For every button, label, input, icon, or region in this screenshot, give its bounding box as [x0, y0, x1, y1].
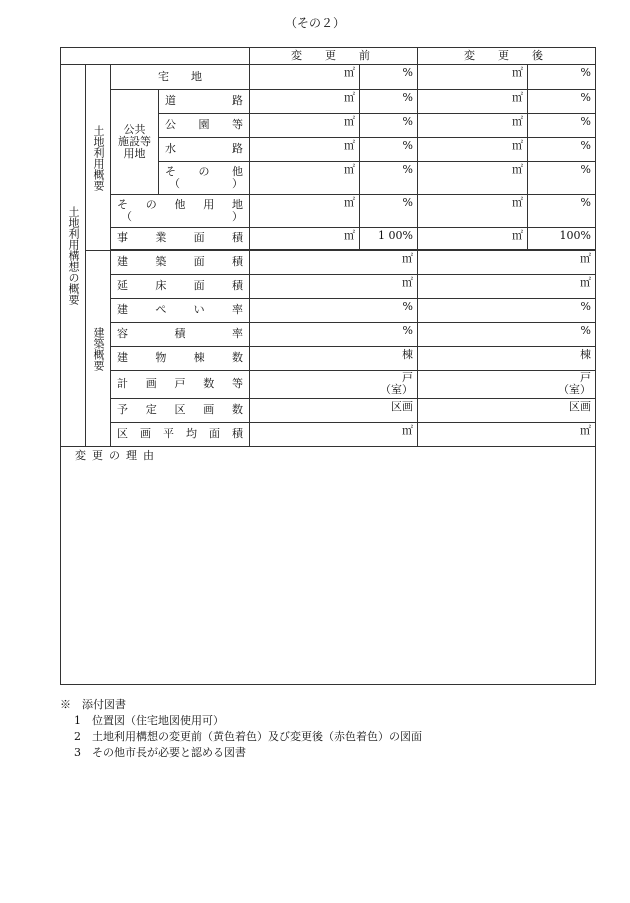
building-area-before[interactable]: ㎡ [250, 251, 418, 275]
park-after-sqm[interactable]: ㎡ [418, 114, 528, 138]
project-before-pct[interactable]: 1 00% [360, 228, 418, 250]
units-after[interactable]: 戸 （室） [418, 371, 596, 399]
units-before[interactable]: 戸 （室） [250, 371, 418, 399]
building-vertical-label: 建築概要 [86, 251, 111, 447]
coverage-before[interactable]: % [250, 299, 418, 323]
header-after: 変 更 後 [418, 48, 596, 65]
lots-before[interactable]: 区画 [250, 399, 418, 423]
public-facility-label: 公共 施設等 用地 [111, 90, 159, 195]
row-units-label: 計 画 戸 数 等 [111, 371, 250, 399]
takuchi-before-pct[interactable]: % [360, 65, 418, 90]
takuchi-before-sqm[interactable]: ㎡ [250, 65, 360, 90]
water-after-sqm[interactable]: ㎡ [418, 138, 528, 162]
project-after-pct[interactable]: 100% [528, 228, 596, 250]
row-building-count-label: 建 物 棟 数 [111, 347, 250, 371]
avg-area-after[interactable]: ㎡ [418, 423, 596, 447]
coverage-after[interactable]: % [418, 299, 596, 323]
row-floor-area-label: 延 床 面 積 [111, 275, 250, 299]
notes-item: 2 土地利用構想の変更前（黄色着色）及び変更後（赤色着色）の図面 [74, 730, 422, 743]
floor-area-after[interactable]: ㎡ [418, 275, 596, 299]
takuchi-after-sqm[interactable]: ㎡ [418, 65, 528, 90]
header-before: 変 更 前 [250, 48, 418, 65]
park-before-sqm[interactable]: ㎡ [250, 114, 360, 138]
row-water-label: 水 路 [159, 138, 250, 162]
building-area-after[interactable]: ㎡ [418, 251, 596, 275]
building-count-after[interactable]: 棟 [418, 347, 596, 371]
row-road-label: 道 路 [159, 90, 250, 114]
other-after-sqm[interactable]: ㎡ [418, 162, 528, 195]
notes-item: 3 その他市長が必要と認める図書 [74, 746, 246, 759]
park-before-pct[interactable]: % [360, 114, 418, 138]
lots-after[interactable]: 区画 [418, 399, 596, 423]
takuchi-after-pct[interactable]: % [528, 65, 596, 90]
road-after-sqm[interactable]: ㎡ [418, 90, 528, 114]
other-use-before-pct[interactable]: % [360, 195, 418, 228]
other-before-sqm[interactable]: ㎡ [250, 162, 360, 195]
outer-vertical-label: 土地利用構想の概要 [61, 65, 86, 447]
land-use-plan-table [60, 47, 596, 685]
page-title: （その２） [284, 16, 345, 30]
row-park-label: 公 園 等 [159, 114, 250, 138]
road-before-pct[interactable]: % [360, 90, 418, 114]
row-lots-label: 予 定 区 画 数 [111, 399, 250, 423]
avg-area-before[interactable]: ㎡ [250, 423, 418, 447]
other-use-before-sqm[interactable]: ㎡ [250, 195, 360, 228]
other-before-pct[interactable]: % [360, 162, 418, 195]
water-after-pct[interactable]: % [528, 138, 596, 162]
land-vertical-label: 土地利用概要 [86, 65, 111, 251]
row-avg-area-label: 区 画 平 均 面 積 [111, 423, 250, 447]
row-volume-label: 容 積 率 [111, 323, 250, 347]
building-count-before[interactable]: 棟 [250, 347, 418, 371]
volume-after[interactable]: % [418, 323, 596, 347]
notes-heading: ※ 添付図書 [60, 698, 126, 711]
row-building-area-label: 建 築 面 積 [111, 251, 250, 275]
project-before-sqm[interactable]: ㎡ [250, 228, 360, 250]
row-other-use-label: そ の 他 用 地 （ ） [111, 195, 250, 228]
row-other-label: そ の 他 （ ） [159, 162, 250, 195]
road-after-pct[interactable]: % [528, 90, 596, 114]
other-use-after-sqm[interactable]: ㎡ [418, 195, 528, 228]
row-project-area-label: 事 業 面 積 [111, 228, 250, 250]
park-after-pct[interactable]: % [528, 114, 596, 138]
project-after-sqm[interactable]: ㎡ [418, 228, 528, 250]
attachments-notes [60, 697, 422, 761]
volume-before[interactable]: % [250, 323, 418, 347]
road-before-sqm[interactable]: ㎡ [250, 90, 360, 114]
floor-area-before[interactable]: ㎡ [250, 275, 418, 299]
water-before-sqm[interactable]: ㎡ [250, 138, 360, 162]
row-takuchi-label: 宅 地 [111, 65, 250, 90]
change-reason-field[interactable]: 変更の理由 [61, 447, 596, 685]
water-before-pct[interactable]: % [360, 138, 418, 162]
other-after-pct[interactable]: % [528, 162, 596, 195]
row-coverage-label: 建 ぺ い 率 [111, 299, 250, 323]
header-blank [61, 48, 250, 65]
notes-item: 1 位置図（住宅地図使用可） [74, 714, 224, 727]
other-use-after-pct[interactable]: % [528, 195, 596, 228]
